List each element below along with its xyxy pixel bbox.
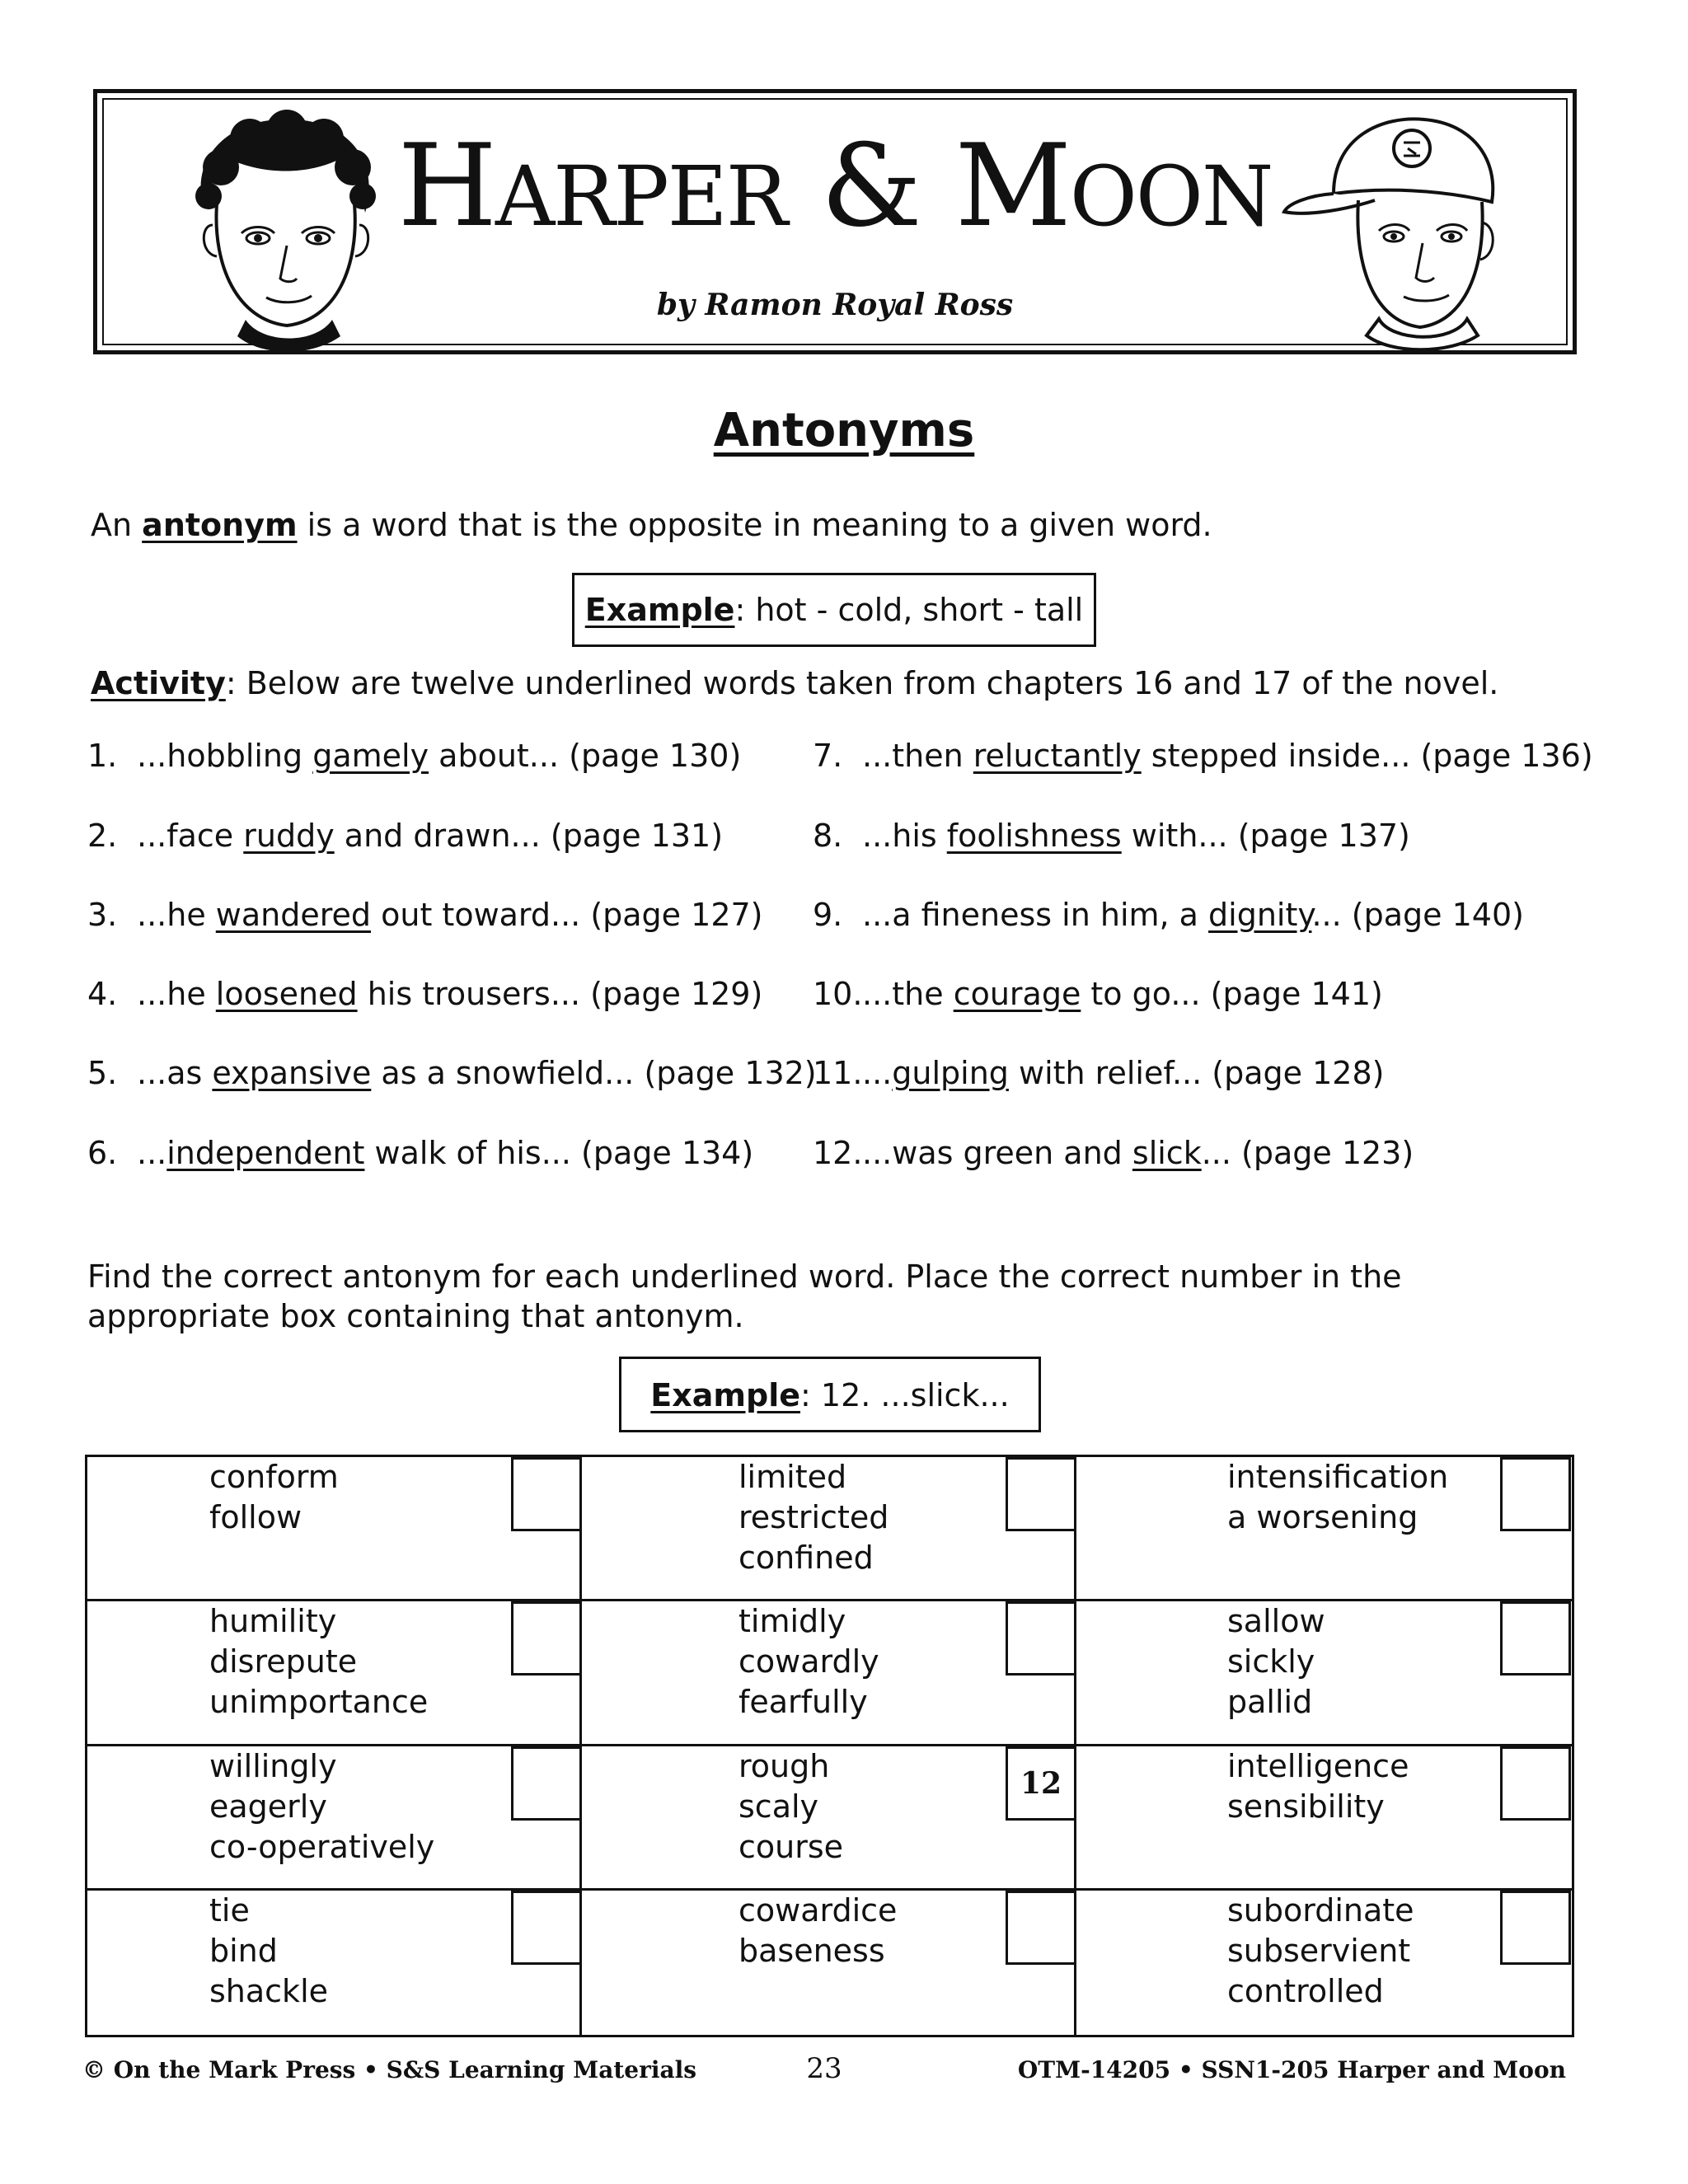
antonym-options: tie bind shackle	[209, 1892, 329, 2009]
author-byline: by Ramon Royal Ross	[656, 288, 1014, 322]
antonym-options: intensification a worsening	[1227, 1459, 1449, 1535]
answer-box[interactable]	[1500, 1457, 1571, 1531]
antonym-options: subordinate subservient controlled	[1227, 1892, 1414, 2009]
list-item: 4. ...he loosened his trousers... (page 129)	[87, 976, 763, 1012]
answer-box[interactable]	[511, 1891, 582, 1965]
antonym-options: limited restricted confined	[738, 1459, 889, 1576]
list-item: 5. ...as expansive as a snowfield... (page 132)	[87, 1055, 817, 1091]
answer-box[interactable]	[511, 1601, 582, 1675]
grid-cell	[87, 1746, 582, 1891]
grid-cell	[1076, 1746, 1574, 1891]
find-antonym-instructions: Find the correct antonym for each underlined word. Place the correct number in the appropriate box containing that antonym.	[87, 1258, 1402, 1334]
activity-instructions: Activity: Below are twelve underlined words taken from chapters 16 and 17 of the novel.	[91, 665, 1499, 701]
list-item: 2. ...face ruddy and drawn... (page 131)	[87, 818, 724, 854]
list-item: 11....gulping with relief... (page 128)	[813, 1055, 1385, 1091]
answer-box[interactable]	[511, 1746, 582, 1821]
list-item: 3. ...he wandered out toward... (page 127)	[87, 897, 763, 933]
grid-cell	[582, 1601, 1076, 1746]
list-item: 10....the courage to go... (page 141)	[813, 976, 1383, 1012]
answer-box[interactable]	[1006, 1457, 1076, 1531]
antonym-options: timidly cowardly fearfully	[738, 1603, 879, 1720]
list-item: 9. ...a fineness in him, a dignity... (page 140)	[813, 897, 1524, 933]
antonym-options: intelligence sensibility	[1227, 1748, 1409, 1825]
footer-product-code: OTM-14205 • SSN1-205 Harper and Moon	[1017, 2056, 1566, 2083]
list-item: 12....was green and slick... (page 123)	[813, 1135, 1414, 1171]
list-item: 7. ...then reluctantly stepped inside... (page 136)	[813, 738, 1593, 774]
grid-cell	[87, 1601, 582, 1746]
page-heading: Antonyms	[713, 404, 975, 457]
antonym-options: conform follow	[209, 1459, 339, 1535]
list-item: 1. ...hobbling gamely about... (page 130)	[87, 738, 742, 774]
answer-box[interactable]	[1500, 1601, 1571, 1675]
example-box-bottom: Example: 12. ...slick...	[619, 1357, 1041, 1432]
answer-box[interactable]	[1006, 1601, 1076, 1675]
page-number: 23	[806, 2052, 842, 2085]
antonym-definition: An antonym is a word that is the opposite in meaning to a given word.	[91, 507, 1212, 543]
list-item: 6. ...independent walk of his... (page 134)	[87, 1135, 754, 1171]
grid-cell	[1076, 1457, 1574, 1601]
footer-publisher: © On the Mark Press • S&S Learning Materials	[82, 2056, 697, 2083]
grid-cell	[87, 1457, 582, 1601]
antonym-options: cowardice baseness	[738, 1892, 898, 1969]
book-title: HARPER & MOON	[397, 120, 1273, 252]
answer-box[interactable]	[1006, 1891, 1076, 1965]
answer-box[interactable]	[511, 1457, 582, 1531]
grid-cell	[582, 1457, 1076, 1601]
grid-cell	[1076, 1891, 1574, 2037]
antonym-answer-grid	[85, 1455, 1574, 2037]
grid-cell	[1076, 1601, 1574, 1746]
list-item: 8. ...his foolishness with... (page 137)	[813, 818, 1410, 854]
antonym-options: willingly eagerly co-operatively	[209, 1748, 435, 1865]
antonym-options: rough scaly course	[738, 1748, 844, 1865]
grid-cell	[582, 1891, 1076, 2037]
man-in-cap-portrait-illustration	[1276, 103, 1523, 350]
antonym-options: sallow sickly pallid	[1227, 1603, 1325, 1720]
answer-box[interactable]	[1500, 1746, 1571, 1821]
answer-box[interactable]	[1500, 1891, 1571, 1965]
title-banner	[93, 89, 1577, 354]
example-box-top: Example: hot - cold, short - tall	[572, 573, 1096, 647]
grid-cell	[582, 1746, 1076, 1891]
answer-box-filled[interactable]: 12	[1006, 1746, 1076, 1821]
grid-cell	[87, 1891, 582, 2037]
antonym-options: humility disrepute unimportance	[209, 1603, 429, 1720]
